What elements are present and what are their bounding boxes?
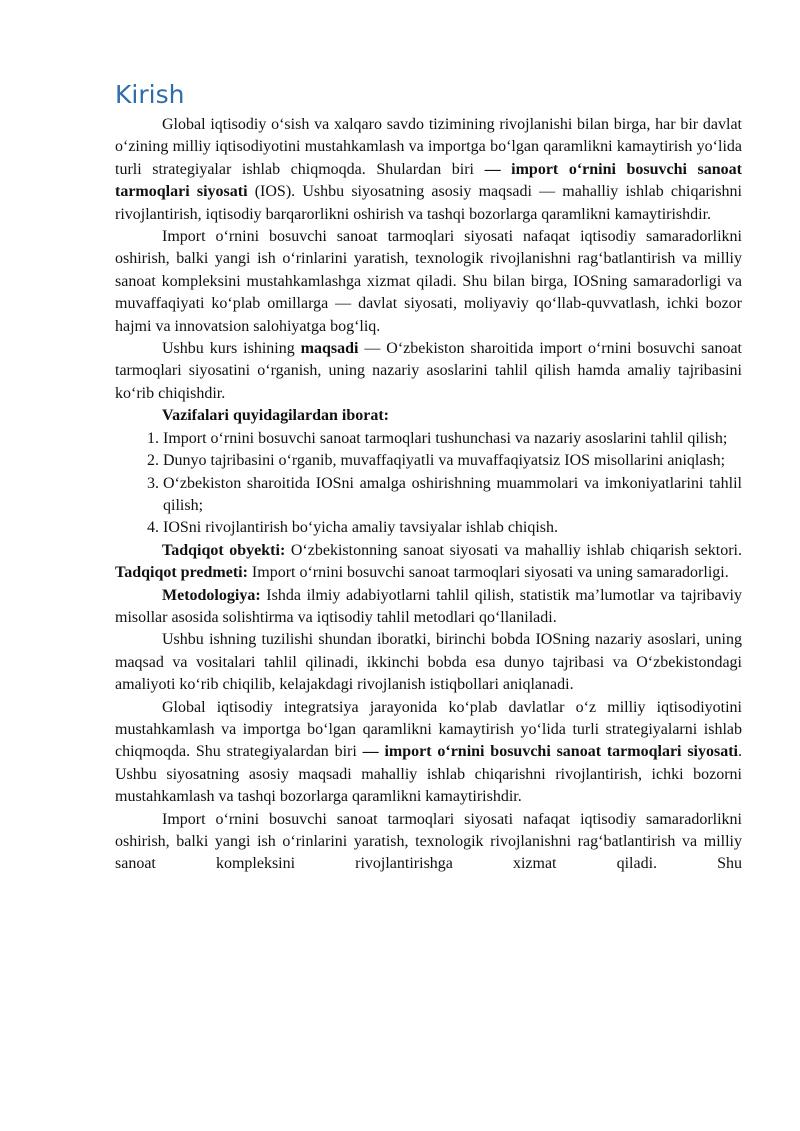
document-page <box>115 78 742 876</box>
list-item: 3. O‘zbekiston sharoitida IOSni amalga oshirishning muammolari va imkoniyatlarini tahlil qilish; <box>163 473 742 518</box>
text-run: (IOS). Ushbu siyosatning asosiy maqsadi — mahalliy ishlab chiqarishni rivojlantirish, iqtisodiy barqarorlikni oshirish va tashqi bozorlarga qaramlikni kamaytirishdir. <box>115 183 742 223</box>
list-item: 2. Dunyo tajribasini o‘rganib, muvaffaqiyatli va muvaffaqiyatsiz IOS misollarini aniqlash; <box>163 450 742 472</box>
structure-paragraph: Ushbu ishning tuzilishi shundan iboratki, birinchi bobda IOSning nazariy asoslari, uning maqsad va vositalari tahlil qilinadi, ikkinchi bobda esa dunyo tajribasi va O‘zbekistondagi amaliyoti ko‘rib chiqilib, kelajakdagi rivojlanish istiqbollari aniqlanadi. <box>115 631 742 694</box>
text-run: Ushbu kurs ishining <box>162 340 301 358</box>
research-object <box>115 540 742 562</box>
goal-paragraph <box>115 338 742 405</box>
text-run: O‘zbekistonning sanoat siyosati va mahalliy ishlab chiqarish sektori. <box>285 541 743 559</box>
research-subject <box>115 562 742 584</box>
text-run: Import o‘rnini bosuvchi sanoat tarmoqlari siyosati va uning samaradorligi. <box>247 564 729 582</box>
text-run: Global iqtisodiy o‘sish va xalqaro savdo tizimining rivojlanishi bilan birga, har bir davlat o‘zining milliy iqtisodiyotini mustahkamlash va importga bo‘lgan qaramlikni kamaytirish yo‘lida turli strategiyalar ishlab chiqmoqda. Shulardan biri <box>115 116 742 178</box>
tasks-list <box>115 428 742 540</box>
paragraph: Import o‘rnini bosuvchi sanoat tarmoqlari siyosati nafaqat iqtisodiy samaradorlikni oshirish, balki yangi ish o‘rinlarini yaratish, texnologik rivojlanishni rag‘batlantirish va milliy sanoat kompleksini rivojlantirishga xizmat qiladi. Shu <box>115 810 742 873</box>
tasks-heading <box>115 405 742 427</box>
text-run: Global iqtisodiy integratsiya jarayonida ko‘plab davlatlar o‘z milliy iqtisodiyotini mustahkamlash va importga bo‘lgan qaramlikni kamaytirish yo‘lida turli strategiyalarni ishlab chiqmoqda. Shu strategiyalardan biri <box>115 698 742 761</box>
text-run: — O‘zbekiston sharoitida import o‘rnini bosuvchi sanoat tarmoqlari siyosatini o‘rganish, uning nazariy asoslarini tahlil qilish hamda amaliy tajribasini ko‘rib chiqishdir. <box>115 340 742 402</box>
bold-term: Vazifalari quyidagilardan iborat: <box>162 407 389 425</box>
list-item: 4. IOSni rivojlantirish bo‘yicha amaliy tavsiyalar ishlab chiqish. <box>163 517 742 539</box>
paragraph: Import o‘rnini bosuvchi sanoat tarmoqlari siyosati nafaqat iqtisodiy samaradorlikni oshirish, balki yangi ish o‘rinlarini yaratish, texnologik rivojlanishni rag‘batlantirish va milliy sanoat kompleksini mustahkamlashga xizmat qiladi. Shu bilan birga, IOSning samaradorligi va muvaffaqiyati ko‘plab omillarga — davlat siyosati, moliyaviy qo‘llab-quvvatlash, ichki bozor hajmi va innovatsion salohiyatga bog‘liq. <box>115 228 742 335</box>
bold-term: — import o‘rnini bosuvchi sanoat tarmoqlari siyosati <box>362 743 738 761</box>
paragraph <box>115 697 742 809</box>
bold-term: — import o‘rnini bosuvchi sanoat tarmoqlari siyosati <box>115 160 743 201</box>
list-item: 1. Import o‘rnini bosuvchi sanoat tarmoqlari tushunchasi va nazariy asoslarini tahlil qilish; <box>163 428 742 450</box>
text-run: . Ushbu siyosatning asosiy maqsadi mahalliy ishlab chiqarishni rivojlantirish, ichki bozorni mustahkamlash va tashqi bozorlarga qaramlikni kamaytirishdir. <box>115 743 742 806</box>
intro-paragraph <box>115 114 742 226</box>
section-heading: Kirish <box>115 80 185 109</box>
bold-term: Tadqiqot predmeti: <box>115 564 248 582</box>
text-run: Ishda ilmiy adabiyotlarni tahlil qilish, statistik ma’lumotlar va tajribaviy misollar asosida solishtirma va iqtisodiy tahlil metodlari qo‘llaniladi. <box>115 586 742 626</box>
bold-term: Metodologiya: <box>162 586 261 604</box>
methodology-paragraph <box>115 585 742 630</box>
bold-term: Tadqiqot obyekti: <box>162 541 286 559</box>
bold-term: maqsadi <box>300 340 359 358</box>
